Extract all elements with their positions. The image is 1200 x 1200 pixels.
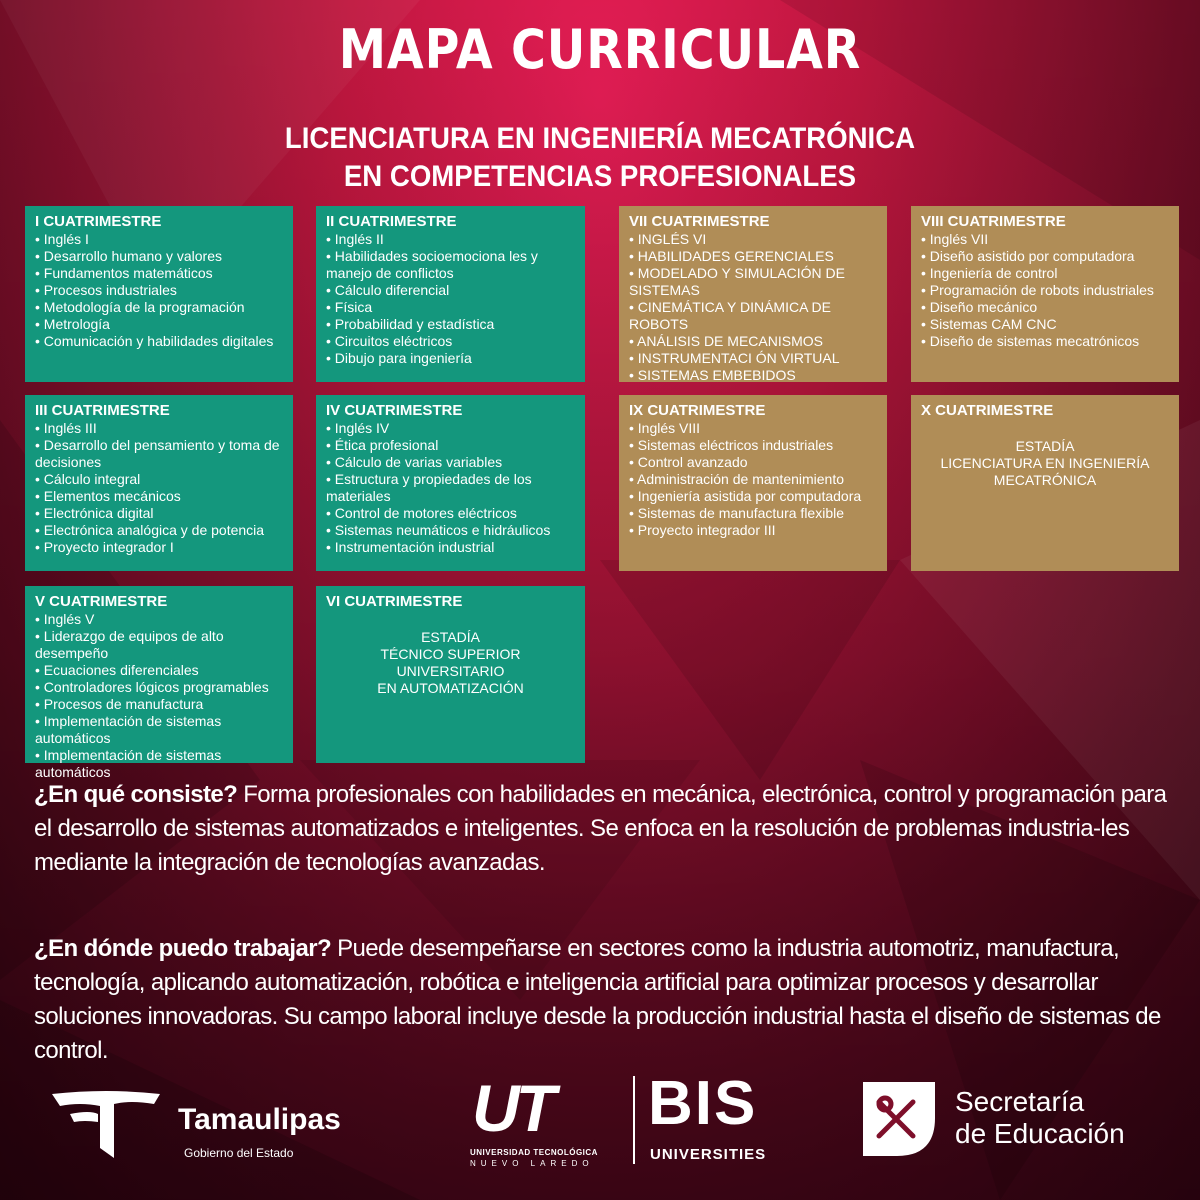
info-answer: Puede desempeñarse en sectores como la industria automotriz, manufactura, tecnología, aplicando automatización, robótica e inteligencia artificial para optimizar procesos y desarrollar soluciones innovadoras. Su campo laboral incluye desde la producción industrial hasta el diseño de sistemas de control. <box>34 935 1161 1064</box>
subject-item: • Control de motores eléctricos <box>326 505 575 522</box>
ut-logo-mark: UT <box>472 1071 552 1145</box>
subject-item: • Implementación de sistemas automáticos <box>35 747 283 781</box>
subject-item: • Diseño asistido por computadora <box>921 248 1169 265</box>
estadia-line: EN AUTOMATIZACIÓN <box>377 680 524 696</box>
estadia-line: ESTADÍA <box>421 629 480 645</box>
estadia-text <box>326 629 575 697</box>
subject-item: • Electrónica analógica y de potencia <box>35 522 283 539</box>
page-title: MAPA CURRICULAR <box>338 18 862 81</box>
subject-item: • Inglés V <box>35 611 283 628</box>
subject-item: • Sistemas neumáticos e hidráulicos <box>326 522 575 539</box>
subject-item: • Administración de mantenimiento <box>629 471 877 488</box>
subject-item: • SISTEMAS EMBEBIDOS <box>629 367 877 384</box>
subject-item: • Procesos de manufactura <box>35 696 283 713</box>
secretaria-line2: de Educación <box>955 1118 1125 1149</box>
subject-item: • Procesos industriales <box>35 282 283 299</box>
subject-item: • INSTRUMENTACI ÓN VIRTUAL <box>629 350 877 367</box>
subject-item: • Desarrollo humano y valores <box>35 248 283 265</box>
cuatrimestre-8-title: VIII CUATRIMESTRE <box>921 213 1066 230</box>
cuatrimestre-7-box <box>619 206 887 382</box>
subject-item: • Inglés I <box>35 231 283 248</box>
ut-logo-line2: NUEVO LAREDO <box>470 1159 594 1168</box>
subject-item: • Proyecto integrador III <box>629 522 877 539</box>
cuatrimestre-1-title: I CUATRIMESTRE <box>35 213 162 230</box>
secretaria-logo-icon <box>855 1076 939 1160</box>
subject-item: • Inglés VII <box>921 231 1169 248</box>
cuatrimestre-9-box <box>619 395 887 571</box>
subject-item: • Inglés IV <box>326 420 575 437</box>
info-question: ¿En dónde puedo trabajar? <box>34 935 332 962</box>
subject-item: • Fundamentos matemáticos <box>35 265 283 282</box>
subject-item: • Estructura y propiedades de los materiales <box>326 471 575 505</box>
cuatrimestre-4-box <box>316 395 585 571</box>
cuatrimestre-3-box <box>25 395 293 571</box>
cuatrimestre-1-box <box>25 206 293 382</box>
ut-logo-line1: UNIVERSIDAD TECNOLÓGICA <box>470 1148 598 1157</box>
subject-item: • Dibujo para ingeniería <box>326 350 575 367</box>
subject-item: • Sistemas CAM CNC <box>921 316 1169 333</box>
subject-item: • Diseño de sistemas mecatrónicos <box>921 333 1169 350</box>
cuatrimestre-9-title: IX CUATRIMESTRE <box>629 402 766 419</box>
tamaulipas-logo-icon <box>50 1088 162 1162</box>
subject-item: • Controladores lógicos programables <box>35 679 283 696</box>
subject-item: • Implementación de sistemas automáticos <box>35 713 283 747</box>
estadia-text <box>921 438 1169 489</box>
info-question: ¿En qué consiste? <box>34 781 238 808</box>
subject-item: • Ingeniería asistida por computadora <box>629 488 877 505</box>
subject-item: • Elementos mecánicos <box>35 488 283 505</box>
subject-item: • INGLÉS VI <box>629 231 877 248</box>
subject-item: • HABILIDADES GERENCIALES <box>629 248 877 265</box>
cuatrimestre-4-title: IV CUATRIMESTRE <box>326 402 463 419</box>
subject-item: • Instrumentación industrial <box>326 539 575 556</box>
cuatrimestre-10-box <box>911 395 1179 571</box>
subject-item: • Sistemas eléctricos industriales <box>629 437 877 454</box>
subject-item: • Inglés VIII <box>629 420 877 437</box>
cuatrimestre-10-title: X CUATRIMESTRE <box>921 402 1054 419</box>
subject-item: • Ecuaciones diferenciales <box>35 662 283 679</box>
cuatrimestre-6-title: VI CUATRIMESTRE <box>326 593 463 610</box>
estadia-line: TÉCNICO SUPERIOR UNIVERSITARIO <box>380 646 521 679</box>
estadia-line: MECATRÓNICA <box>993 472 1097 488</box>
secretaria-line1: Secretaría <box>955 1086 1085 1117</box>
info-que-consiste <box>34 778 1174 880</box>
subject-item: • Metodología de la programación <box>35 299 283 316</box>
subject-item: • Física <box>326 299 575 316</box>
info-answer: Forma profesionales con habilidades en mecánica, electrónica, control y programación para el desarrollo de sistemas automatizados e inteligentes. Se enfoca en la resolución de problemas industria-les mediante la integración de tecnologías avanzadas. <box>34 781 1167 876</box>
subject-item: • Control avanzado <box>629 454 877 471</box>
cuatrimestre-3-title: III CUATRIMESTRE <box>35 402 170 419</box>
subject-item: • Cálculo diferencial <box>326 282 575 299</box>
subject-item: • Diseño mecánico <box>921 299 1169 316</box>
subject-item: • Ingeniería de control <box>921 265 1169 282</box>
page-subtitle <box>48 120 1152 196</box>
subject-item: • Sistemas de manufactura flexible <box>629 505 877 522</box>
cuatrimestre-6-box <box>316 586 585 763</box>
cuatrimestre-7-title: VII CUATRIMESTRE <box>629 213 770 230</box>
subject-item: • Proyecto integrador I <box>35 539 283 556</box>
tamaulipas-name: Tamaulipas <box>178 1103 341 1136</box>
subject-item: • CINEMÁTICA Y DINÁMICA DE ROBOTS <box>629 299 877 333</box>
subject-item: • Ética profesional <box>326 437 575 454</box>
subject-item: • Circuitos eléctricos <box>326 333 575 350</box>
bis-logo-mark: BIS <box>648 1069 758 1138</box>
cuatrimestre-5-box <box>25 586 293 780</box>
cuatrimestre-2-box <box>316 206 585 382</box>
bis-logo-sub: UNIVERSITIES <box>650 1146 767 1163</box>
subject-item: • Comunicación y habilidades digitales <box>35 333 283 350</box>
logo-divider <box>633 1076 635 1164</box>
subject-item: • Programación de robots industriales <box>921 282 1169 299</box>
cuatrimestre-2-title: II CUATRIMESTRE <box>326 213 457 230</box>
subject-item: • Habilidades socioemociona les y manejo de conflictos <box>326 248 575 282</box>
subject-item: • Inglés II <box>326 231 575 248</box>
estadia-line: LICENCIATURA EN INGENIERÍA <box>940 455 1150 471</box>
subject-item: • Probabilidad y estadística <box>326 316 575 333</box>
subject-item: • ANÁLISIS DE MECANISMOS <box>629 333 877 350</box>
info-donde-trabajar <box>34 932 1174 1068</box>
subject-item: • Cálculo integral <box>35 471 283 488</box>
subject-item: • MODELADO Y SIMULACIÓN DE SISTEMAS <box>629 265 877 299</box>
subject-item: • Desarrollo del pensamiento y toma de decisiones <box>35 437 283 471</box>
subject-item: • Inglés III <box>35 420 283 437</box>
subtitle-line-2: EN COMPETENCIAS PROFESIONALES <box>343 160 857 193</box>
estadia-line: ESTADÍA <box>1015 438 1075 454</box>
subject-item: • Cálculo de varias variables <box>326 454 575 471</box>
subject-item: • Metrología <box>35 316 283 333</box>
subtitle-line-1: LICENCIATURA EN INGENIERÍA MECATRÓNICA <box>284 122 916 155</box>
cuatrimestre-8-box <box>911 206 1179 382</box>
subject-item: • Electrónica digital <box>35 505 283 522</box>
tamaulipas-sub: Gobierno del Estado <box>184 1146 294 1160</box>
subject-item: • Liderazgo de equipos de alto desempeño <box>35 628 283 662</box>
cuatrimestre-5-title: V CUATRIMESTRE <box>35 593 168 610</box>
